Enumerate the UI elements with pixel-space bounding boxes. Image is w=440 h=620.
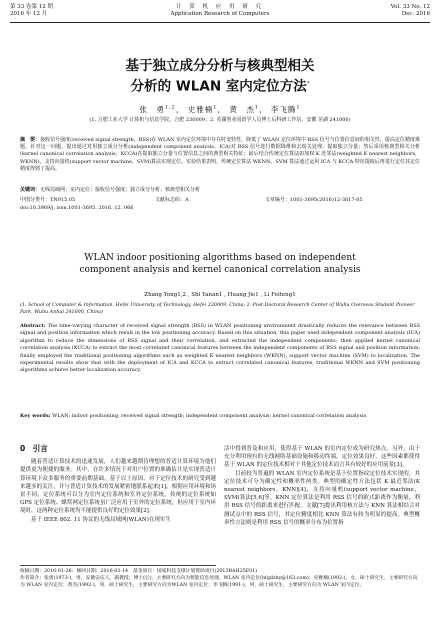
header-issue — [391, 4, 430, 18]
author-3-sup: 1 — [254, 104, 260, 111]
english-affiliation: (1. School of Computer & Information, Hefei University of Technology, Hefei 230009, China; 2. Post-Doctoral Research Center of Wuhu Overseas Student Pioneer Park, Wuhu Anhui 241000, China) — [20, 303, 415, 315]
abstract-en — [20, 323, 420, 375]
author-3: 黄 杰 — [229, 105, 255, 114]
author-list — [0, 104, 440, 115]
abstract-cn-text: 接收信号强度(received signal strength，RSS)在 WLAN 室内定位环境中存在时变特性，降低了 WLAN 定位环境中 RSS 信号与位置信息间的相关性，提高定位精度难题。针对这一问题，提出通过对用独立成分分析(independent component analysis，ICA)对 RSS 信号进行数据降维和去相关处理，提取独立分量；然后采用核典型相关分析(kernel canonical correlation analysis，KCCA)在提取独立分量与位置信息之间的典型相关特征；最后结合传统定位算法如加权 K 近邻法(weighted K nearest neighbors，WKNN)、支持向量机(support vector machine，SVM)算法实现定位。实验结果表明，传统定位算法 WKNN、SVM 算法通过运用 ICA 与 KCCA 特征提取后再进行定位其定位精度得到了提高。 — [20, 137, 420, 172]
intro-paragraph-3: 活中得到普及和应用，使得基于 WLAN 的室内定位成为研究热点。另外，由于充分利用现有的无线网络基础设施和移动终端，定位效果良好，这些因素都使得基于 WLAN 的定位技术相对于其他定位技术而言具有较好的应用前景[3]。 — [224, 446, 420, 469]
abstract-en-label: Abstract: — [20, 323, 46, 329]
header-journal-cn: 计 算 机 应 用 研 究 — [176, 4, 264, 10]
author-4: 李飞腾 — [270, 105, 297, 114]
author-1: 张 勇 — [139, 105, 165, 114]
header-volume-line1: 第 33 卷第 12 期 — [10, 4, 53, 10]
author-sep: ， — [175, 105, 185, 114]
affiliation-cn: (1. 合肥工业大学 计算机与信息学院，合肥 230009；2. 芜湖创业园留学人员博士后科研工作站，安徽 芜湖 241000) — [89, 117, 351, 123]
intro-paragraph-1: 随着普适计算技术的迅速发展，人们越来越期待理想的普适计算环境为他们提供更为便捷的服务。其中，在许多情况下对用户位置的准确估计是实现普适计算环境下众多服务的重要前期基础。基于以上原因，对于定位技术的研究受到越来越多的关注，并与普适计算技术的发展紧密地联系起来[1]。根据应用环境和场景不同，定位系统可以分为室内定位系统和室外定位系统。传统的定位系统如 GPS 定位系统、蜂窝网定位系统虽广泛应用于室外的定位系统，但应用于室内环境时，这两种定位系统均不能提供良好的定位效果[2]。 — [20, 459, 216, 515]
intro-paragraph-4: 目前较为普遍的 WLAN 室内定位系统是基于位置指纹定位技术实现的，其定位技术可分为确定性和概率性两类。典型的确定性方法包括 K 最近邻法(K nearest neighbors，KNN)[4]、支持向量机(support vector machine，SVM)算法[5,6]等。KNN 定位算法是利用 RSS 信号的欧式距离作为衡量，利用 RSS 信号的距离来进行匹配。文献[7]提出利用核方法与 KNN 算法相结合对测试点中的 RSS 信号，其定位精度相比 KNN 算法有较为明显的提高。典型概率性方法则是利用 RSS 信号的概率分布为位置指 — [224, 470, 420, 526]
author-sep: ， — [259, 105, 268, 114]
abstract-cn-label: 摘 要： — [20, 137, 41, 143]
footnote-received: 收稿日期：2016-01-26；修回日期：2016-03-14 — [20, 569, 129, 574]
header-issue-line1: Vol. 33 No. 12 — [390, 4, 430, 10]
author-2-sup: 1 — [213, 104, 218, 111]
english-title-line2: component analysis and kernel canonical correlation analysis — [79, 265, 361, 275]
header-issue-line2: Dec. 2016 — [401, 11, 430, 17]
keywords-cn-label: 关键词： — [20, 187, 41, 193]
footnote-fund: 基金项目：国家科技支撑计划资助项目(2013BAH25F01) — [132, 569, 258, 574]
footnote — [20, 568, 420, 589]
keywords-cn-text: 无线局域网；室内定位；接收信号强度；独立成分分析；核典型相关分析 — [40, 187, 201, 193]
title-footnote-mark: * — [306, 81, 310, 87]
header-volume-line2: 2016 年 12 月 — [10, 11, 48, 17]
section-heading-intro: 0 引言 — [20, 444, 48, 453]
author-sep: ， — [217, 105, 226, 114]
keywords-en-text: WLAN; indoor positioning; received signal strength; independent component analysis; kernel canonical correlation analysis — [52, 413, 367, 419]
document-code: 文献标志码：A — [155, 197, 189, 203]
english-authors: Zhang Yong1,2 , Shi Yanan1 , Huang Jie1 , Li Feiteng1 — [144, 292, 296, 298]
header-journal — [10, 4, 430, 18]
english-title-line1: WLAN indoor positioning algorithms based on independent — [84, 253, 356, 263]
keywords-en-label: Key words: — [20, 413, 51, 419]
keywords-cn — [20, 187, 420, 194]
author-4-sup: 1 — [296, 104, 301, 111]
author-1-sup: 1,2 — [164, 104, 176, 111]
article-number: 文章编号：1001-3695(2016)12-3817-05 — [265, 197, 363, 203]
keywords-en — [20, 413, 420, 420]
footnote-rule — [20, 565, 216, 566]
paper-title-line2-text: 分析的 WLAN 室内定位方法 — [130, 78, 307, 95]
abstract-cn — [20, 137, 420, 173]
paper-title-line1: 基于独立成分分析与核典型相关 — [125, 58, 315, 74]
author-2: 史雅楠 — [187, 105, 214, 114]
intro-paragraph-2: 基于 IEEE 802. 11 协议的无线局域网(WLAN)在现实生 — [31, 516, 171, 523]
paper-title-line2 — [0, 76, 440, 96]
header-rule — [10, 22, 430, 23]
body-column-left — [20, 445, 216, 524]
clc-number: 中图分类号：TN915.05 — [20, 197, 76, 203]
footnote-bio: 作者简介：张勇(1973-)，男，安徽安庆人，副教授，博士(后)，主要研究方向为智能信息处理、WLAN 室内定位(hfgdzhy@163.com)；史雅楠(1992-)，女，硕士研究生，主要研究方向为 WLAN 室内定位；黄杰(1992-)，男，硕士研究生，主要研究方向为WLAN 室内定位；李飞腾(1991-)，男，硕士研究生，主要研究方向为 WLAN 室内定位。 — [20, 576, 418, 588]
header-journal-en: Application Research of Computers — [170, 11, 270, 17]
abstract-en-text: The time-varying character of received signal strength (RSS) in WLAN positioning environment drastically reduces the relevance between RSS signal and position information which result in the low positioning accuracy. Based on this situation, this paper used independent component analysis (ICA) algorithm to reduce the dimensions of RSS signal and their correlation, and extracted the independent components; then applied kernel canonical correlation analysis (KCCA) to extract the most correlated canonical features between the independent components of RSS signal and position information; finally employed the traditional positioning algorithms such as weighted K nearest neighbors (WKNN), support vector machine (SVM) to localization. The experimental results show that with the deployment of ICA and KCCA to extract correlated canonical features, traditional WKNN and SVM positioning algorithms achieve better localization accuracy. — [20, 323, 420, 374]
body-column-right — [224, 445, 420, 527]
doi: doi:10.3969/j. issn.1001-3695. 2016. 12. 066 — [20, 205, 134, 211]
